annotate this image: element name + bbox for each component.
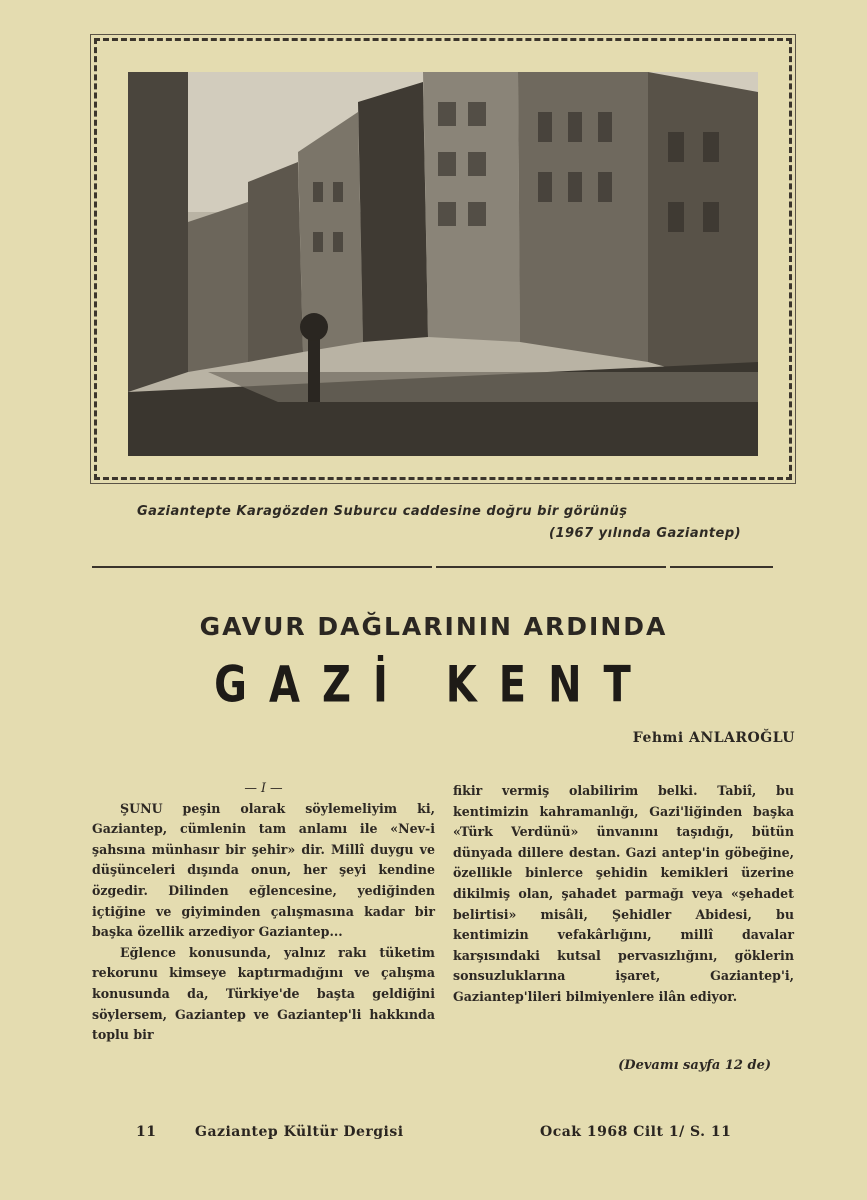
divider-rule (92, 566, 432, 568)
paragraph: fikir vermiş olabilirim belki. Tabiî, bu kentimizin kahramanlığı, Gazi'liğinden başka «Türk Verdünü» ünvanını taşıdığı, bütün dünyada dillere destan. Gazi antep'in göbeğine, özellikle binlerce şehidin kemikleri üzerine dikilmiş olan, şahadet parmağı veya «şehadet belirtisi» misâli, Şehidler Abidesi, bu kentimizin vefakârlığını, millî davalar karşısındaki kutsal pervasızlığını, göklerin sonsuzluklarına işaret, Gaziantep'i, Gaziantep'lileri bilmiyenlere ilân ediyor. (453, 783, 794, 1004)
paragraph: ŞUNU peşin olarak söylemeliyim ki, Gaziantep, cümlenin tam anlamı ile «Nev-i şahsına münhasır bir şehir» dir. Millî duygu ve düşünceleri dışında onun, her şeyi kendine özgedir. Dilinden eğlencesine, yediğinden içtiğine ve giyiminden çalışmasına kadar bir başka özellik arzediyor Gaziantep... (92, 800, 435, 940)
magazine-name: Gaziantep Kültür Dergisi (195, 1124, 404, 1140)
divider-rule (436, 566, 666, 568)
article-column-right (453, 781, 794, 1008)
divider-rule (670, 566, 773, 568)
article-column-left (92, 778, 435, 1046)
photo-caption-year: (1967 yılında Gaziantep) (549, 526, 742, 541)
article-author: Fehmi ANLAROĞLU (632, 730, 795, 746)
section-mark: — I — (244, 780, 283, 795)
issue-info: Ocak 1968 Cilt 1/ S. 11 (540, 1124, 732, 1140)
photo-caption: Gaziantepte Karagözden Suburcu caddesine doğru bir görünüş (137, 504, 628, 519)
paragraph: Eğlence konusunda, yalnız rakı tüketim rekorunu kimseye kaptırmadığını ve çalışma konusunda da, Türkiye'de başta geldiğini söylersem, Gaziantep ve Gaziantep'li hakkında toplu bir (92, 944, 435, 1043)
street-photo (128, 72, 758, 456)
article-title: GAVUR DAĞLARININ ARDINDA (199, 612, 668, 641)
page-number: 11 (136, 1124, 157, 1140)
continued-note: (Devamı sayfa 12 de) (618, 1058, 771, 1073)
article-title-main: GAZİ KENT (214, 656, 653, 714)
